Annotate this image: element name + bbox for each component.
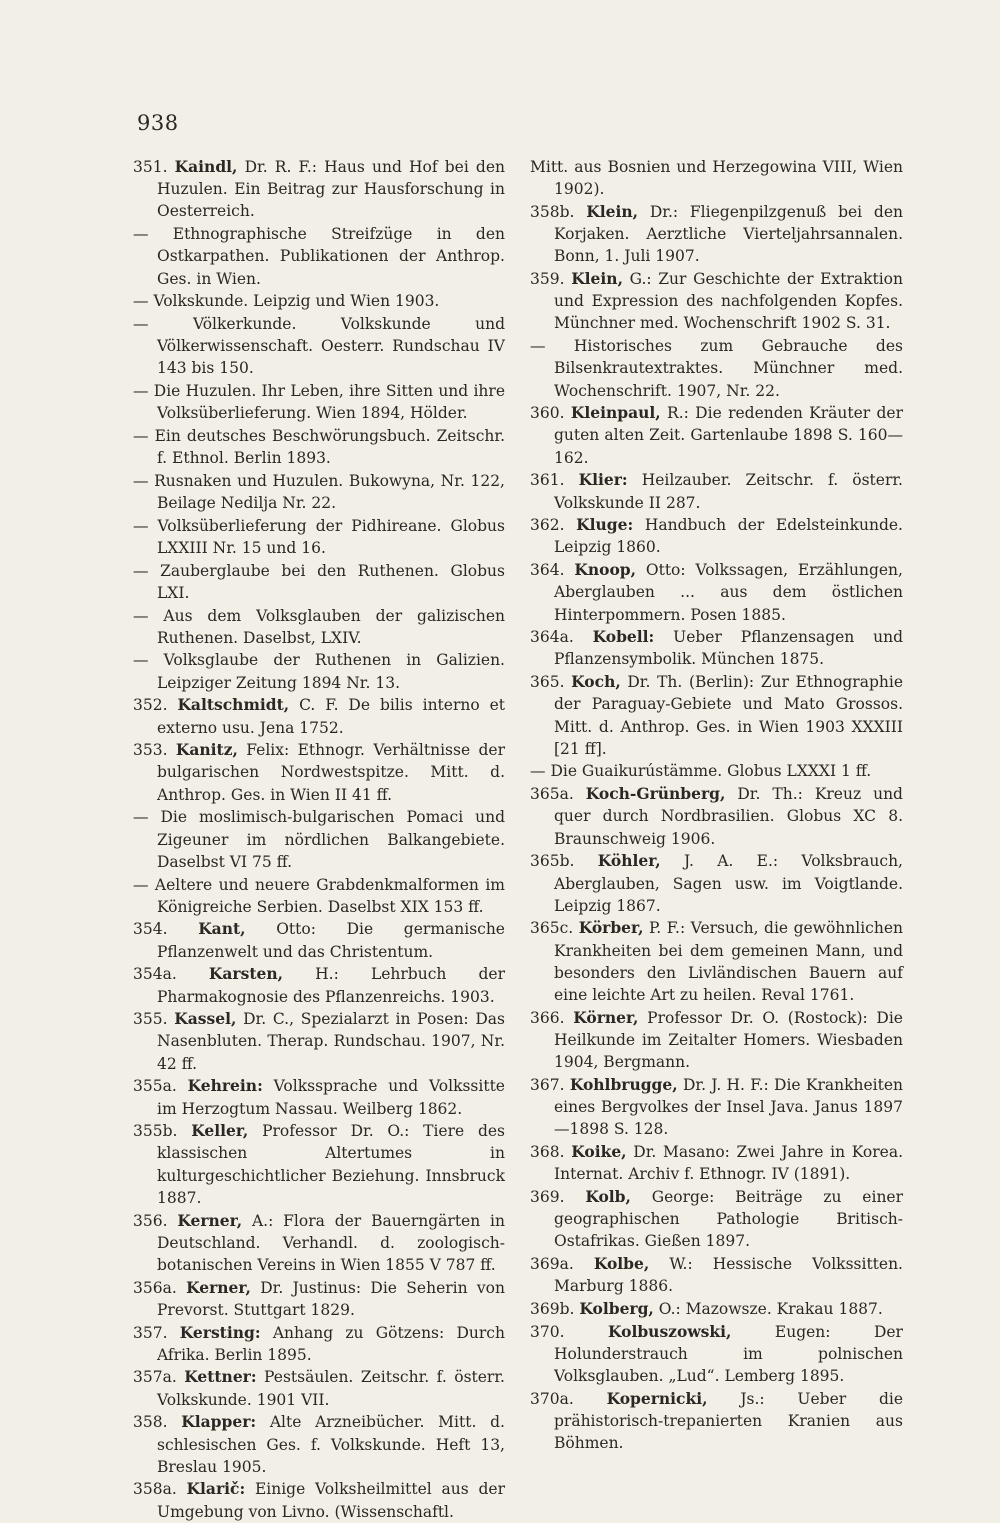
entry-text: Js.: Ueber die prähistorisch-trepanierten Kranien aus Böhmen.: [554, 1389, 904, 1453]
bibliography-entry: [133, 1366, 505, 1410]
entry-author: Kaindl,: [174, 157, 238, 176]
entry-author: Kanitz,: [175, 740, 238, 760]
entry-number: —: [133, 606, 149, 625]
entry-number: 353.: [133, 741, 168, 760]
bibliography-entry: [530, 268, 903, 335]
bibliography-entry: [530, 1141, 903, 1185]
bibliography-entry: [133, 1478, 505, 1522]
bibliography-entry: [133, 1322, 505, 1366]
entry-text: P. F.: Versuch, die gewöhnlichen Krankheiten bei dem gemeinen Mann, und besonders den Livländischen Bauern auf eine leichte Art zu heilen. Reval 1761.: [554, 919, 903, 1005]
entry-author: Körner,: [573, 1007, 639, 1027]
bibliography-entry: [133, 290, 505, 312]
entry-text: H.: Lehrbuch der Pharmakognosie des Pflanzenreichs. 1903.: [157, 965, 506, 1006]
entry-text: Völkerkunde. Volkskunde und Völkerwissenschaft. Oesterr. Rundschau IV 143 bis 150.: [157, 314, 505, 378]
entry-number: 359.: [530, 270, 565, 289]
entry-number: 355b.: [133, 1122, 178, 1141]
entry-author: Kant,: [198, 919, 246, 939]
bibliography-entry: [133, 1120, 505, 1209]
bibliography-entry: [530, 850, 903, 917]
entry-author: Kaltschmidt,: [177, 695, 290, 715]
entry-number: 365c.: [530, 919, 574, 938]
entry-number: 362.: [530, 516, 565, 535]
bibliography-entry: [530, 1321, 903, 1388]
bibliography-entry: [530, 760, 903, 782]
bibliography-entry: [133, 1008, 505, 1075]
bibliography-entry: [133, 313, 505, 380]
entry-author: Klier:: [578, 470, 628, 490]
left-column: [133, 156, 505, 1523]
entry-text: Alte Arzneibücher. Mitt. d. schlesischen Ges. f. Volkskunde. Heft 13, Breslau 1905.: [157, 1413, 505, 1476]
entry-author: Koch-Grünberg,: [585, 784, 726, 804]
entry-text: Aeltere und neuere Grabdenkmalformen im Königreiche Serbien. Daselbst XIX 153 ff.: [154, 875, 505, 916]
entry-text: Ueber Pflanzensagen und Pflanzensymbolik. München 1875.: [554, 628, 903, 669]
entry-number: —: [133, 314, 149, 333]
bibliography-entry: [133, 605, 505, 649]
bibliography-entry: [530, 626, 903, 670]
entry-author: Klein,: [586, 201, 639, 221]
entry-text: Volkssprache und Volkssitte im Herzogtum Nassau. Weilberg 1862.: [157, 1077, 505, 1118]
entry-author: Kleinpaul,: [570, 403, 661, 423]
entry-number: 354a.: [133, 965, 177, 984]
entry-text: Dr. R. F.: Haus und Hof bei den Huzulen. Ein Beitrag zur Hausforschung in Oesterreich.: [157, 158, 505, 221]
entry-text: Professor Dr. O.: Tiere des klassischen Altertumes in kulturgeschichtlicher Beziehung. Innsbruck 1887.: [157, 1122, 505, 1207]
entry-text: Handbuch der Edelsteinkunde. Leipzig 1860.: [554, 516, 903, 557]
entry-number: —: [133, 875, 149, 894]
entry-number: —: [133, 651, 149, 670]
entry-text: Anhang zu Götzens: Durch Afrika. Berlin 1895.: [157, 1323, 505, 1364]
entry-number: 361.: [530, 471, 565, 490]
entry-number: 365.: [530, 673, 565, 692]
page-number: 938: [137, 111, 179, 135]
entry-number: —: [530, 337, 546, 356]
entry-author: Koike,: [571, 1141, 627, 1161]
entry-author: Kolbe,: [593, 1253, 650, 1273]
bibliography-entry: [530, 469, 903, 513]
bibliography-entry: [133, 1210, 505, 1277]
entry-author: Kettner:: [184, 1367, 257, 1387]
entry-number: 355.: [133, 1010, 168, 1029]
bibliography-entry: [133, 694, 505, 738]
entry-number: 364a.: [530, 628, 574, 647]
entry-author: Kersting:: [179, 1322, 261, 1342]
bibliography-entry: [133, 380, 505, 424]
entry-text: Dr. Th. (Berlin): Zur Ethnographie der Paraguay-Gebiete und Mato Grossos. Mitt. d. Anthrop. Ges. in Wien 1903 XXXIII [21 ff].: [554, 673, 903, 758]
entry-number: —: [133, 382, 149, 401]
entry-author: Kassel,: [174, 1009, 237, 1029]
entry-text: Pestsäulen. Zeitschr. f. österr. Volkskunde. 1901 VII.: [157, 1368, 505, 1409]
entry-number: —: [133, 426, 149, 445]
bibliography-entry: [133, 223, 505, 290]
bibliography-entry: [530, 335, 903, 402]
bibliography-entry: [133, 1277, 505, 1321]
entry-text: J. A. E.: Volksbrauch, Aberglauben, Sagen usw. im Voigtlande. Leipzig 1867.: [554, 852, 903, 915]
entry-number: 369b.: [530, 1299, 575, 1318]
bibliography-entry: [530, 1253, 903, 1297]
bibliography-entry: [530, 783, 903, 850]
entry-text: Dr.: Fliegenpilzgenuß bei den Korjaken. Aerztliche Vierteljahrsannalen. Bonn, 1. Juli 1907.: [554, 202, 903, 266]
entry-text: W.: Hessische Volkssitten. Marburg 1886.: [554, 1254, 903, 1296]
bibliography-entry: [133, 739, 505, 806]
entry-author: Köhler,: [597, 851, 661, 871]
bibliography-entry: [530, 917, 903, 1006]
entry-text: Rusnaken und Huzulen. Bukowyna, Nr. 122, Beilage Nedilja Nr. 22.: [154, 471, 505, 513]
bibliography-entry: [133, 470, 505, 514]
entry-author: Kolb,: [585, 1186, 631, 1206]
bibliography-entry: [133, 806, 505, 873]
entry-text: Volksüberlieferung der Pidhireane. Globus LXXIII Nr. 15 und 16.: [157, 516, 505, 557]
entry-author: Kobell:: [592, 627, 655, 647]
entry-text: Historisches zum Gebrauche des Bilsenkrautextraktes. Münchner med. Wochenschrift. 1907, Nr. 22.: [554, 337, 903, 400]
bibliography-entry: [530, 1298, 903, 1320]
entry-number: —: [530, 762, 546, 781]
entry-text: Mitt. aus Bosnien und Herzegowina VIII, Wien 1902).: [530, 158, 903, 199]
entry-number: 357.: [133, 1323, 168, 1342]
entry-number: 364.: [530, 561, 565, 580]
entry-author: Körber,: [578, 918, 644, 938]
entry-text: Die moslimisch-bulgarischen Pomaci und Zigeuner im nördlichen Balkangebiete. Daselbst VI 75 ff.: [157, 808, 505, 871]
bibliography-entry: [133, 918, 505, 962]
entry-author: Kehrein:: [187, 1076, 263, 1096]
entry-author: Klapper:: [181, 1412, 257, 1432]
bibliography-entry: [133, 1411, 505, 1478]
bibliography-entry: [133, 649, 505, 693]
entry-number: —: [133, 561, 149, 580]
entry-number: 358a.: [133, 1480, 177, 1499]
entry-text: Zauberglaube bei den Ruthenen. Globus LXI.: [157, 561, 505, 602]
bibliography-entry: [530, 156, 903, 200]
bibliography-entry: [530, 1186, 903, 1253]
entry-number: 366.: [530, 1008, 565, 1027]
entry-text: O.: Mazowsze. Krakau 1887.: [658, 1299, 883, 1318]
entry-number: 369.: [530, 1187, 565, 1206]
entry-number: 356.: [133, 1211, 168, 1230]
bibliography-entry: [530, 1388, 903, 1455]
entry-number: —: [133, 516, 149, 535]
entry-number: —: [133, 808, 149, 827]
entry-text: Volksglaube der Ruthenen in Galizien. Leipziger Zeitung 1894 Nr. 13.: [157, 651, 505, 692]
entry-text: Dr. Justinus: Die Seherin von Prevorst. Stuttgart 1829.: [157, 1278, 505, 1319]
entry-author: Kolberg,: [579, 1298, 654, 1318]
entry-number: —: [133, 471, 149, 490]
entry-author: Knoop,: [574, 560, 637, 580]
bibliography-entry: [530, 1007, 903, 1074]
entry-author: Kerner,: [177, 1210, 243, 1230]
entry-author: Kerner,: [186, 1277, 251, 1297]
entry-author: Kluge:: [576, 515, 634, 535]
bibliography-entry: [530, 514, 903, 558]
entry-number: 370a.: [530, 1389, 574, 1408]
entry-text: Ein deutsches Beschwörungsbuch. Zeitschr. f. Ethnol. Berlin 1893.: [154, 426, 505, 468]
entry-text: Professor Dr. O. (Rostock): Die Heilkunde im Zeitalter Homers. Wiesbaden 1904, Bergmann.: [554, 1008, 903, 1072]
bibliography-entry: [133, 425, 505, 469]
entry-author: Keller,: [191, 1121, 249, 1141]
entry-number: 360.: [530, 404, 565, 423]
entry-author: Koch,: [571, 672, 621, 692]
bibliography-entry: [133, 963, 505, 1007]
entry-text: Dr. C., Spezialarzt in Posen: Das Nasenbluten. Therap. Rundschau. 1907, Nr. 42 ff.: [157, 1010, 505, 1073]
entry-number: —: [133, 225, 149, 244]
entry-number: 352.: [133, 696, 168, 715]
bibliography-entry: [530, 402, 903, 469]
entry-text: George: Beiträge zu einer geographischen Pathologie Britisch-Ostafrikas. Gießen 1897.: [554, 1187, 904, 1251]
entry-text: Ethnographische Streifzüge in den Ostkarpathen. Publikationen der Anthrop. Ges. in Wien.: [157, 225, 505, 288]
entry-text: Die Guaikurústämme. Globus LXXXI 1 ff.: [550, 762, 872, 781]
bibliography-entry: [133, 156, 505, 223]
entry-text: Heilzauber. Zeitschr. f. österr. Volkskunde II 287.: [554, 471, 903, 512]
entry-text: Otto: Die germanische Pflanzenwelt und das Christentum.: [157, 920, 505, 961]
entry-text: R.: Die redenden Kräuter der guten alten Zeit. Gartenlaube 1898 S. 160—162.: [554, 404, 903, 467]
entry-text: Aus dem Volksglauben der galizischen Ruthenen. Daselbst, LXIV.: [157, 606, 505, 647]
entry-number: 369a.: [530, 1254, 574, 1273]
entry-number: 356a.: [133, 1278, 177, 1297]
entry-text: Volkskunde. Leipzig und Wien 1903.: [153, 292, 440, 311]
entry-text: C. F. De bilis interno et externo usu. Jena 1752.: [157, 696, 506, 737]
entry-number: 367.: [530, 1075, 565, 1094]
entry-text: Felix: Ethnogr. Verhältnisse der bulgarischen Nordwestspitze. Mitt. d. Anthrop. Ges. in Wien II 41 ff.: [157, 741, 505, 804]
entry-number: 355a.: [133, 1077, 177, 1096]
entry-text: Dr. Masano: Zwei Jahre in Korea. Internat. Archiv f. Ethnogr. IV (1891).: [554, 1142, 903, 1184]
entry-number: —: [133, 292, 149, 311]
entry-text: A.: Flora der Bauerngärten in Deutschland. Verhandl. d. zoologisch-botanischen Vereins in Wien 1855 V 787 ff.: [157, 1211, 505, 1274]
bibliography-entry: [530, 201, 903, 268]
entry-text: Otto: Volkssagen, Erzählungen, Aberglauben ... aus dem östlichen Hinterpommern. Posen 1885.: [554, 561, 903, 624]
entry-author: Klarič:: [186, 1479, 246, 1499]
entry-number: 365a.: [530, 785, 574, 804]
bibliography-entry: [133, 560, 505, 604]
entry-text: Die Huzulen. Ihr Leben, ihre Sitten und ihre Volksüberlieferung. Wien 1894, Hölder.: [153, 382, 506, 423]
entry-author: Karsten,: [208, 964, 284, 984]
entry-text: Einige Volksheilmittel aus der Umgebung von Livno. (Wissenschaftl.: [157, 1480, 505, 1521]
entry-number: 358b.: [530, 202, 575, 221]
entry-text: Dr. Th.: Kreuz und quer durch Nordbrasilien. Globus XC 8. Braunschweig 1906.: [554, 785, 903, 848]
entry-text: Eugen: Der Holunderstrauch im polnischen Volksglauben. „Lud“. Lemberg 1895.: [554, 1322, 903, 1385]
entry-number: 358.: [133, 1413, 168, 1432]
entry-author: Kolbuszowski,: [607, 1321, 732, 1341]
entry-number: 351.: [133, 158, 168, 176]
entry-text: Dr. J. H. F.: Die Krankheiten eines Bergvolkes der Insel Java. Janus 1897—1898 S. 128.: [554, 1075, 903, 1139]
entry-text: G.: Zur Geschichte der Extraktion und Expression des nachfolgenden Kopfes. Münchner med. Wochenschrift 1902 S. 31.: [554, 270, 903, 333]
entry-number: 354.: [133, 920, 168, 939]
entry-number: 370.: [530, 1322, 565, 1341]
bibliography-entry: [133, 874, 505, 918]
bibliography-entry: [530, 1074, 903, 1141]
right-column: [530, 156, 903, 1455]
entry-author: Kohlbrugge,: [569, 1074, 678, 1094]
entry-author: Klein,: [571, 269, 623, 289]
entry-number: 365b.: [530, 852, 575, 871]
bibliography-entry: [530, 559, 903, 626]
entry-author: Kopernicki,: [606, 1388, 708, 1408]
entry-number: 368.: [530, 1142, 565, 1161]
entry-number: 357a.: [133, 1368, 177, 1387]
bibliography-entry: [530, 671, 903, 760]
bibliography-entry: [133, 1075, 505, 1119]
bibliography-entry: [133, 515, 505, 559]
